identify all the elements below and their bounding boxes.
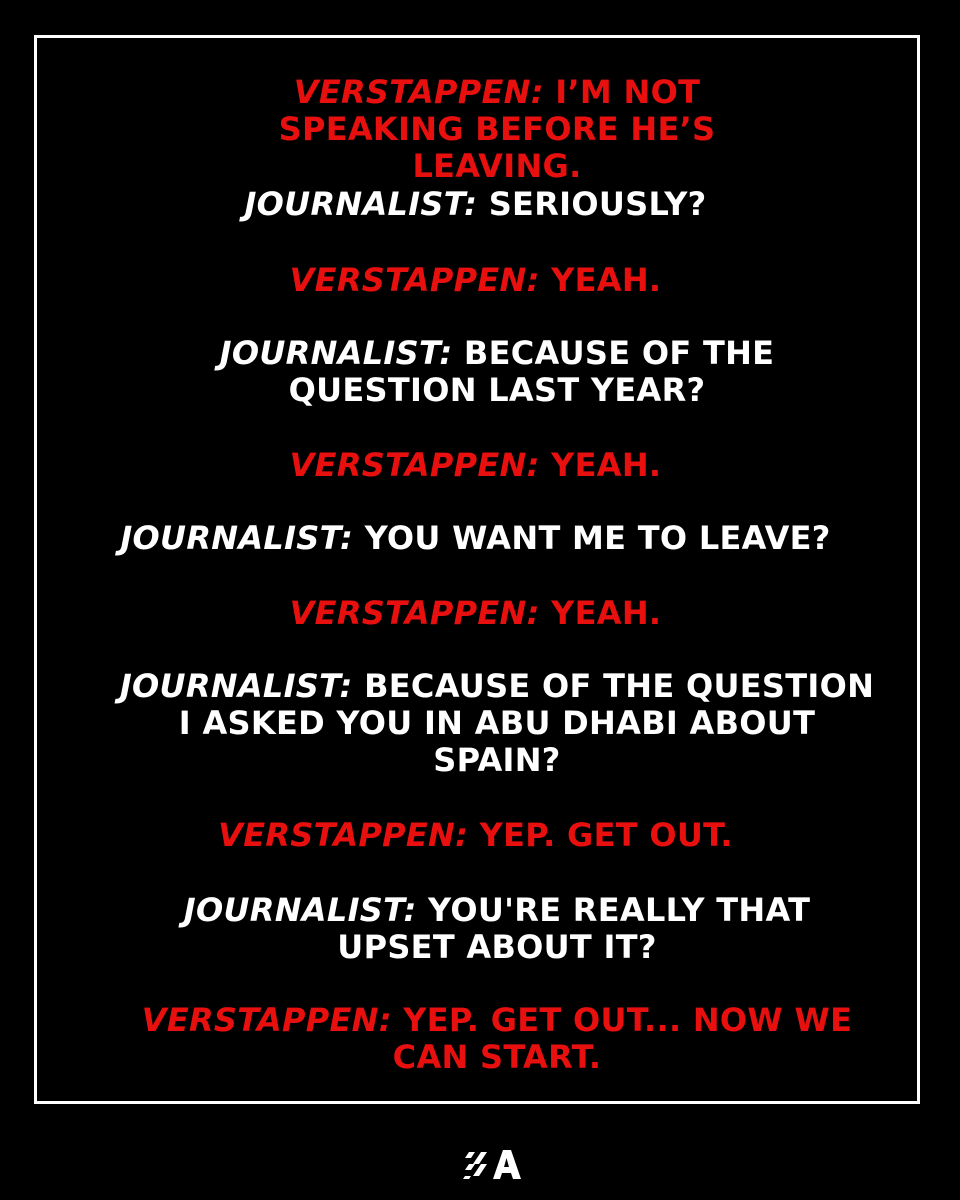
speaker-label: JOURNALIST: [120, 519, 354, 557]
dialogue-line [74, 817, 877, 854]
dialogue-line [74, 447, 877, 484]
line-text: I’M NOT SPEAKING BEFORE HE’S LEAVING. [278, 73, 716, 185]
line-text: BECAUSE OF THE QUESTION I ASKED YOU IN ABU DHABI ABOUT SPAIN? [178, 667, 875, 779]
checkered-flag-a-logo-icon [463, 1148, 523, 1180]
speaker-label: JOURNALIST: [244, 185, 478, 223]
line-text: YEP. GET OUT... NOW WE CAN START. [391, 1001, 853, 1076]
line-text: BECAUSE OF THE QUESTION LAST YEAR? [288, 334, 775, 409]
dialogue-line [74, 186, 877, 223]
speaker-label: JOURNALIST: [219, 334, 453, 372]
speaker-label: VERSTAPPEN: [218, 816, 469, 854]
dialogue-line [74, 595, 877, 632]
speaker-label: VERSTAPPEN: [289, 594, 540, 632]
line-text: YEP. GET OUT. [468, 816, 733, 854]
line-text: YOU'RE REALLY THAT UPSET ABOUT IT? [337, 891, 811, 966]
line-text: SERIOUSLY? [477, 185, 707, 223]
line-text: YEAH. [539, 594, 662, 632]
dialogue-line [197, 335, 797, 409]
content-frame [34, 35, 920, 1104]
speaker-label: VERSTAPPEN: [289, 261, 540, 299]
dialogue-line [107, 1002, 887, 1076]
speaker-label: VERSTAPPEN: [289, 446, 540, 484]
speaker-label: JOURNALIST: [119, 667, 353, 705]
dialogue-line [74, 520, 877, 557]
dialogue-line [197, 74, 797, 185]
line-text: YEAH. [539, 446, 662, 484]
speaker-label: JOURNALIST: [183, 891, 417, 929]
line-text: YEAH. [539, 261, 662, 299]
dialogue-line [147, 892, 847, 966]
dialogue-line [117, 668, 877, 779]
speaker-label: VERSTAPPEN: [141, 1001, 392, 1039]
dialogue-line [74, 262, 877, 299]
line-text: YOU WANT ME TO LEAVE? [353, 519, 831, 557]
speaker-label: VERSTAPPEN: [293, 73, 544, 111]
